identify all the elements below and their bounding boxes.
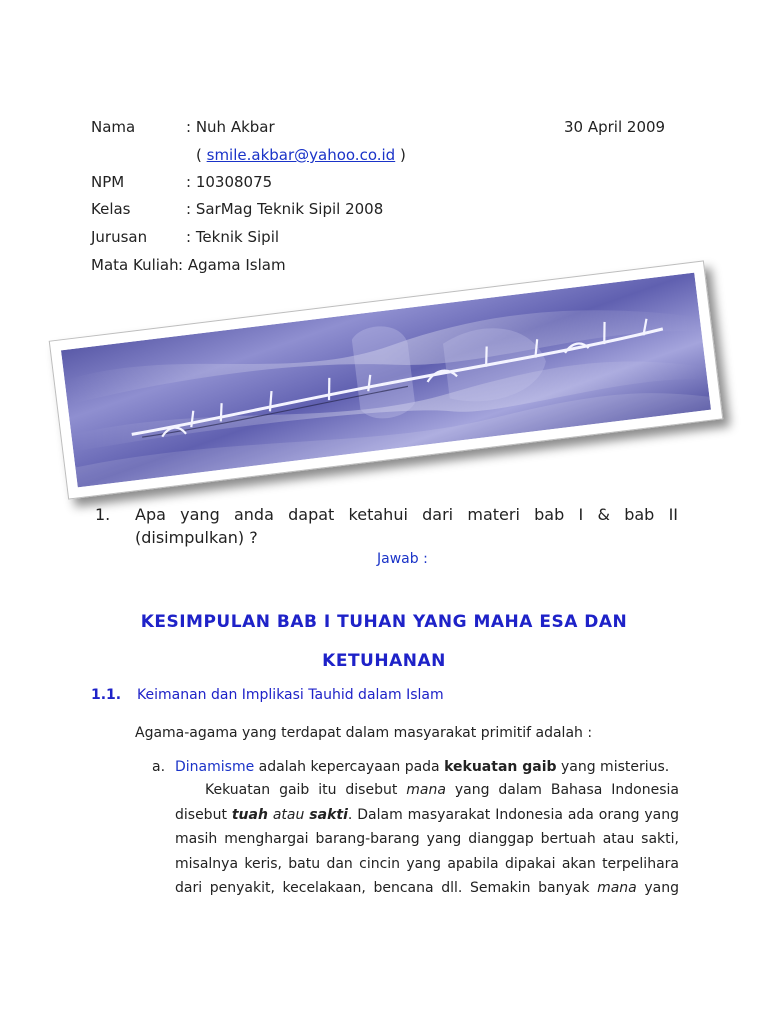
jurusan-label: Jurusan: [91, 228, 148, 246]
para-line-4: misalnya keris, batu dan cincin yang apabila dipakai akan terpelihara: [175, 855, 679, 872]
email-open: (: [196, 146, 207, 164]
email-close: ): [395, 146, 406, 164]
item-text-2: yang misterius.: [556, 759, 670, 775]
answer-label: Jawab :: [377, 551, 428, 567]
question-line-1: Apa yang anda dapat ketahui dari materi bab I & bab II: [135, 505, 678, 524]
item-a-line: [175, 759, 669, 775]
item-text-1: adalah kepercayaan pada: [254, 759, 445, 775]
para-line-1: Kekuatan gaib itu disebut mana yang dalam Bahasa Indonesia: [205, 782, 679, 798]
matkul-label: Mata Kuliah: [91, 256, 179, 274]
email-line: [196, 146, 406, 164]
name-label: Nama: [91, 118, 136, 136]
subsection-title: Keimanan dan Implikasi Tauhid dalam Islam: [137, 687, 444, 703]
matkul-value: : Agama Islam: [178, 256, 286, 274]
banner-frame: [49, 260, 724, 499]
item-bold: kekuatan gaib: [444, 759, 557, 775]
kelas-label: Kelas: [91, 200, 131, 218]
question-number: 1.: [95, 505, 111, 524]
section-title-line-2: KETUHANAN: [322, 651, 446, 671]
npm-label: NPM: [91, 173, 125, 191]
banner: [36, 260, 742, 498]
bismillah-calligraphy-image: [61, 273, 711, 488]
para-line-3: masih menghargai barang-barang yang dianggap bertuah atau sakti,: [175, 831, 679, 847]
question-line-2: (disimpulkan) ?: [135, 528, 258, 547]
section-title-line-1: KESIMPULAN BAB I TUHAN YANG MAHA ESA DAN: [140, 612, 628, 632]
para-line-5: dari penyakit, kecelakaan, bencana dll. Semakin banyak mana yang: [175, 880, 679, 896]
jurusan-value: : Teknik Sipil: [186, 228, 280, 246]
intro-text: Agama-agama yang terdapat dalam masyarakat primitif adalah :: [135, 725, 593, 741]
kelas-value: : SarMag Teknik Sipil 2008: [186, 200, 384, 218]
item-term: Dinamisme: [175, 759, 255, 775]
item-marker: a.: [152, 759, 166, 775]
dinamisme-paragraph: [175, 778, 679, 901]
npm-value: : 10308075: [186, 173, 273, 191]
name-value: : Nuh Akbar: [186, 118, 275, 136]
date: 30 April 2009: [564, 118, 666, 136]
subsection-number: 1.1.: [91, 687, 122, 703]
para-line-2: disebut tuah atau sakti. Dalam masyarakat Indonesia ada orang yang: [175, 806, 679, 823]
email-link[interactable]: smile.akbar@yahoo.co.id: [206, 146, 396, 164]
